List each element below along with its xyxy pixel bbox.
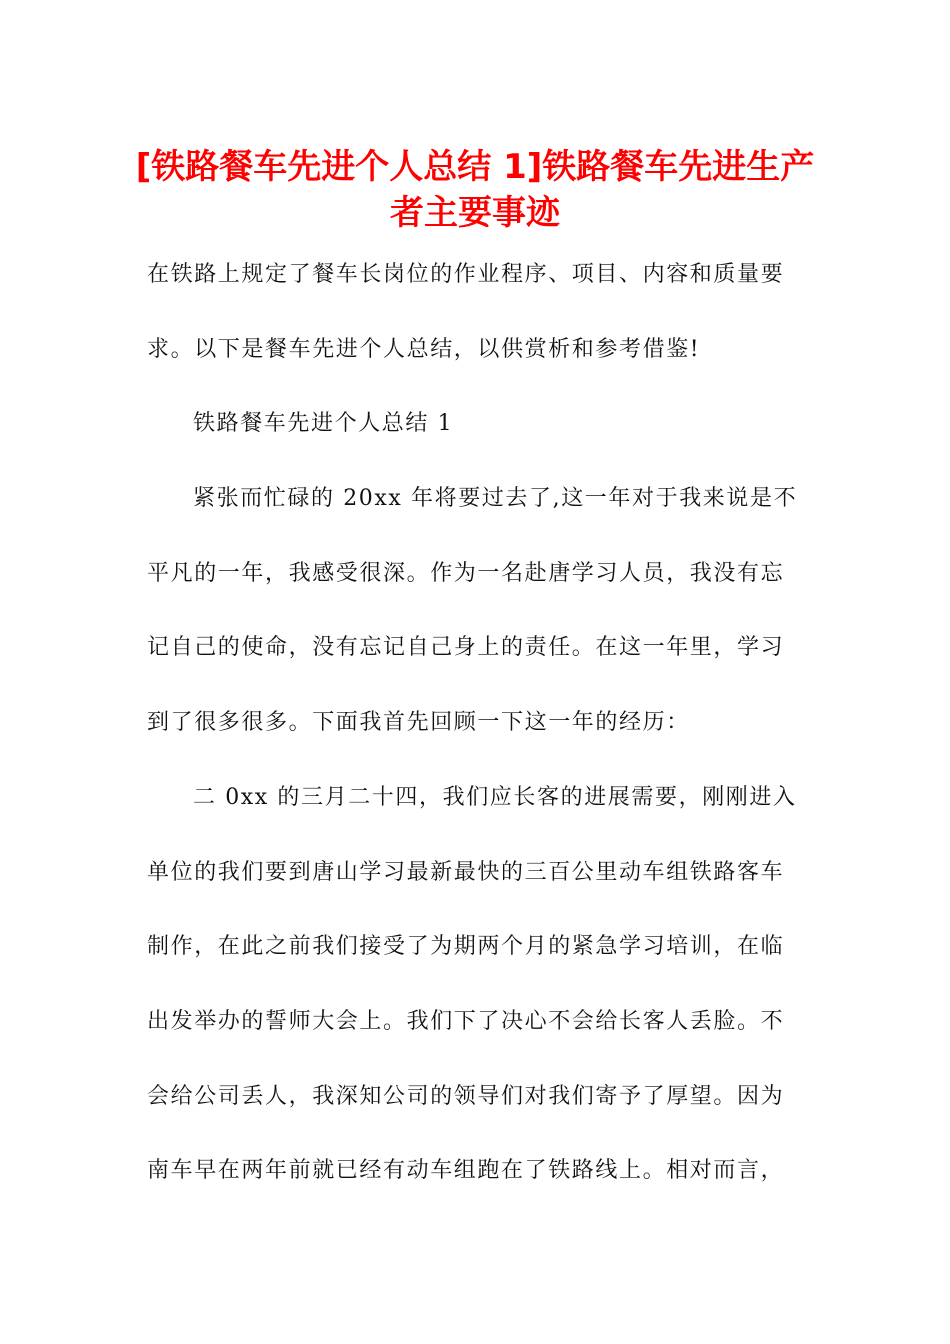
- document-body: [147, 248, 807, 1219]
- title-line-1: [铁路餐车先进个人总结 1]铁路餐车先进生产: [135, 147, 815, 187]
- section-heading: 铁路餐车先进个人总结 1: [193, 411, 454, 437]
- text-line: 记自己的使命，没有忘记自己身上的责任。在这一年里，学习: [147, 635, 785, 661]
- text-line: 制作，在此之前我们接受了为期两个月的紧急学习培训，在临: [147, 934, 785, 960]
- text-line: 南车早在两年前就已经有动车组跑在了铁路线上。相对而言，: [147, 1158, 785, 1184]
- title-line-2: 者主要事迹: [390, 193, 560, 233]
- text-line: 二 0xx 的三月二十四，我们应长客的进展需要，刚刚进入: [193, 784, 797, 810]
- text-line: 到了很多很多。下面我首先回顾一下这一年的经历：: [147, 710, 690, 736]
- text-line: 单位的我们要到唐山学习最新最快的三百公里动车组铁路客车: [147, 859, 785, 885]
- text-line: 在铁路上规定了餐车长岗位的作业程序、项目、内容和质量要: [147, 262, 785, 287]
- text-line: 求。以下是餐车先进个人总结，以供赏析和参考借鉴!: [147, 336, 701, 362]
- text-line: 出发举办的誓师大会上。我们下了决心不会给长客人丢脸。不: [147, 1008, 785, 1034]
- document-title: [120, 144, 830, 236]
- text-line: 平凡的一年，我感受很深。作为一名赴唐学习人员，我没有忘: [147, 560, 785, 586]
- text-line: 会给公司丢人，我深知公司的领导们对我们寄予了厚望。因为: [147, 1083, 785, 1109]
- text-line: 紧张而忙碌的 20xx 年将要过去了,这一年对于我来说是不: [193, 486, 798, 512]
